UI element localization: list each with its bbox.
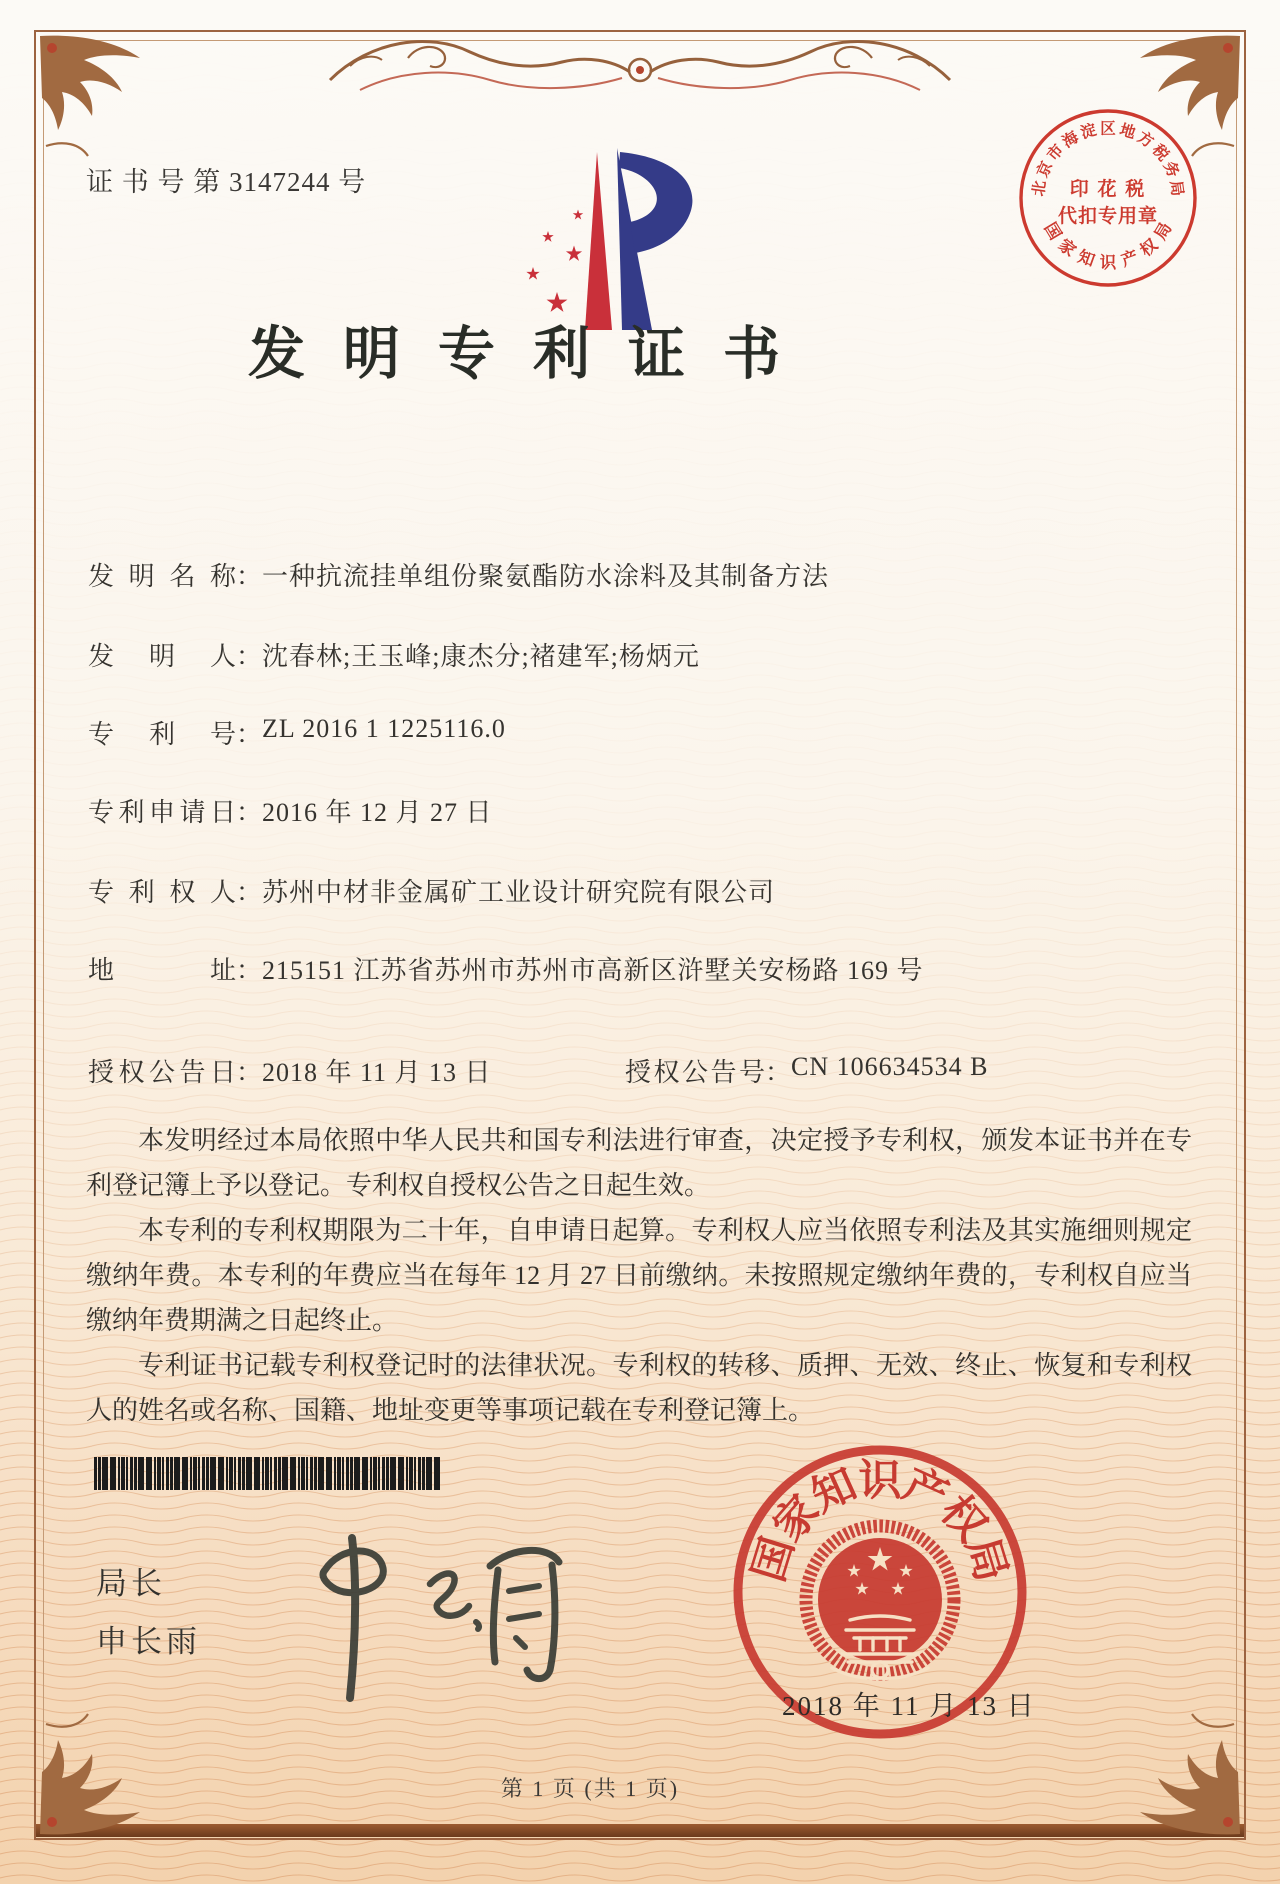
corner-ornament-icon	[1094, 1688, 1244, 1838]
page-footer: 第 1 页 (共 1 页)	[500, 1776, 680, 1801]
svg-text:国: 国	[745, 1532, 804, 1588]
svg-text:局: 局	[956, 1532, 1015, 1588]
svg-text:税: 税	[1148, 141, 1172, 165]
legal-text-block	[86, 1118, 1192, 1433]
svg-text:务: 务	[1159, 158, 1182, 181]
svg-text:权: 权	[1136, 235, 1162, 261]
svg-text:淀: 淀	[1078, 121, 1099, 143]
certificate-number: 证 书 号 第 3147244 号	[86, 167, 367, 197]
field-inventors	[88, 636, 700, 673]
svg-text:权: 权	[931, 1487, 995, 1551]
field-colon: ：	[236, 562, 263, 591]
svg-text:家: 家	[765, 1487, 829, 1551]
body-paragraph-2: 本专利的专利权期限为二十年，自申请日起算。专利权人应当依照专利法及其实施细则规定缴纳年费。本专利的年费应当在每年 12 月 27 日前缴纳。未按照规定缴纳年费的，专利权自应当缴纳年费期满之日起终止。	[86, 1216, 1192, 1335]
field-value: ZL 2016 1 1225116.0	[262, 714, 506, 743]
body-paragraph-1: 本发明经过本局依照中华人民共和国专利法进行审查，决定授予专利权，颁发本证书并在专利登记簿上予以登记。专利权自授权公告之日起生效。	[86, 1126, 1192, 1200]
border-bottom-band	[36, 1824, 1244, 1837]
director-title: 局长	[96, 1566, 166, 1601]
top-dragon-ornament-icon	[320, 18, 960, 118]
field-colon: ：	[236, 642, 263, 671]
barcode	[94, 1457, 440, 1490]
body-paragraph-3: 专利证书记载专利权登记时的法律状况。专利权的转移、质押、无效、终止、恢复和专利权人的姓名或名称、国籍、地址变更等事项记载在专利登记簿上。	[86, 1351, 1192, 1425]
svg-text:识: 识	[858, 1457, 902, 1505]
corner-ornament-icon	[36, 1688, 186, 1838]
field-label: 授权公告号	[625, 1058, 765, 1087]
svg-text:知: 知	[805, 1460, 864, 1522]
field-patentee	[88, 872, 775, 909]
svg-text:地: 地	[1117, 121, 1138, 143]
field-address	[88, 950, 924, 987]
svg-text:京: 京	[1034, 158, 1057, 181]
official-seal	[708, 1420, 1058, 1780]
field-value: CN 106634534 B	[791, 1052, 989, 1081]
field-colon: ：	[236, 798, 263, 827]
svg-text:产: 产	[896, 1460, 955, 1522]
tax-stamp	[1008, 98, 1208, 298]
field-colon: ：	[236, 878, 263, 907]
field-label: 发明名称	[88, 562, 236, 591]
field-label: 发明人	[88, 642, 236, 671]
svg-text:局: 局	[1166, 179, 1186, 198]
svg-text:国: 国	[1040, 219, 1066, 244]
field-colon: ：	[236, 720, 263, 749]
field-invention-name	[88, 556, 829, 593]
field-value: 2018 年 11 月 13 日	[262, 1058, 492, 1087]
svg-text:局: 局	[1150, 219, 1176, 244]
field-colon: ：	[236, 956, 263, 985]
svg-text:产: 产	[1118, 246, 1141, 271]
field-colon: ：	[236, 1058, 263, 1087]
svg-text:识: 识	[1099, 252, 1117, 272]
field-label: 授权公告日	[88, 1058, 236, 1087]
field-label: 专利权人	[88, 878, 236, 907]
svg-text:北: 北	[1030, 179, 1050, 198]
svg-text:市: 市	[1044, 141, 1068, 165]
svg-text:家: 家	[1054, 235, 1080, 261]
svg-text:知: 知	[1075, 246, 1098, 271]
field-colon: ：	[765, 1058, 792, 1087]
field-value: 苏州中材非金属矿工业设计研究院有限公司	[262, 878, 776, 907]
seal-date: 2018 年 11 月 13 日	[782, 1691, 1036, 1721]
field-filing-date	[88, 792, 493, 829]
tax-stamp-bottom-arc	[1041, 219, 1176, 272]
field-label: 专利申请日	[88, 798, 236, 827]
field-grant-number	[625, 1052, 988, 1089]
field-value: 215151 江苏省苏州市苏州市高新区浒墅关安杨路 169 号	[262, 956, 924, 985]
svg-text:海: 海	[1059, 128, 1082, 152]
director-signature-icon	[280, 1510, 580, 1720]
svg-text:方: 方	[1134, 128, 1157, 152]
field-value: 2016 年 12 月 27 日	[262, 798, 493, 827]
field-grant-date	[88, 1052, 492, 1089]
field-patent-number	[88, 714, 506, 751]
page-title: 发明专利证书	[248, 323, 818, 386]
field-value: 沈春林;王玉峰;康杰分;褚建军;杨炳元	[262, 642, 700, 671]
national-emblem-icon	[806, 1526, 954, 1678]
svg-text:区: 区	[1100, 120, 1116, 138]
tax-stamp-line2: 代扣专用章	[1057, 206, 1159, 227]
field-label: 专利号	[88, 720, 236, 749]
field-value: 一种抗流挂单组份聚氨酯防水涂料及其制备方法	[262, 562, 830, 591]
director-name: 申长雨	[96, 1624, 201, 1659]
tax-stamp-line1: 印 花 税	[1069, 179, 1147, 200]
field-label: 地址	[88, 956, 236, 985]
